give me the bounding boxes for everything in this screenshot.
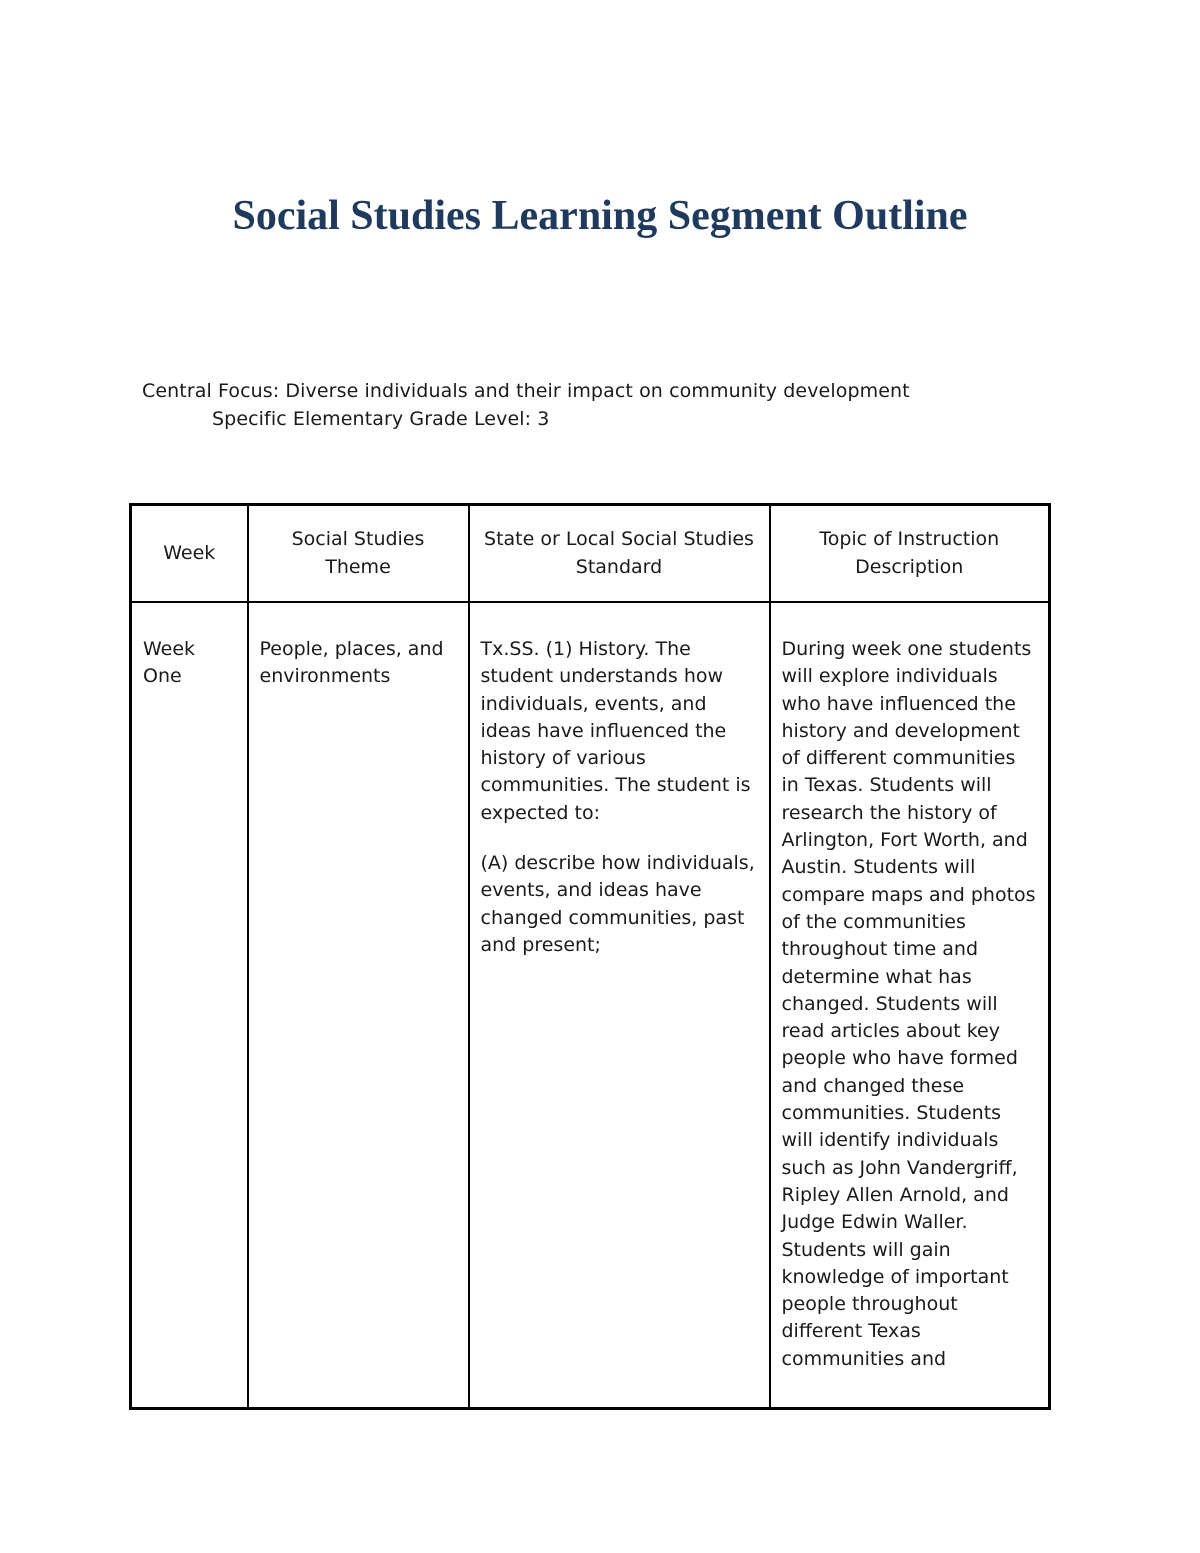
cell-standard xyxy=(469,602,770,1409)
grade-level: Specific Elementary Grade Level: 3 xyxy=(212,408,550,430)
standard-expectation: (A) describe how individuals, events, and ideas have changed communities, past and present; xyxy=(480,852,755,956)
header-week: Week xyxy=(131,505,248,603)
table-row xyxy=(131,602,1050,1409)
central-focus: Central Focus: Diverse individuals and their impact on community development xyxy=(142,380,910,402)
segment-outline-table xyxy=(129,503,1051,1410)
focus-block xyxy=(142,377,910,433)
cell-topic: During week one students will explore individuals who have influenced the history and development of different communities in Texas. Students will research the history of Arlington, Fort Worth, and Austin. Students will compare maps and photos of the communities throughout time and determine what has changed. Students will read articles about key people who have formed and changed these communities. Students will identify individuals such as John Vandergriff, Ripley Allen Arnold, and Judge Edwin Waller. Students will gain knowledge of important people throughout different Texas communities and xyxy=(770,602,1050,1409)
header-topic: Topic of Instruction Description xyxy=(770,505,1050,603)
header-standard: State or Local Social Studies Standard xyxy=(469,505,770,603)
cell-theme: People, places, and environments xyxy=(248,602,469,1409)
header-theme: Social Studies Theme xyxy=(248,505,469,603)
cell-week: Week One xyxy=(131,602,248,1409)
table-header-row xyxy=(131,505,1050,603)
standard-paragraph: Tx.SS. (1) History. The student understands how individuals, events, and ideas have influenced the history of various communities. The student is expected to: xyxy=(480,638,751,824)
page-title: Social Studies Learning Segment Outline xyxy=(232,193,968,239)
